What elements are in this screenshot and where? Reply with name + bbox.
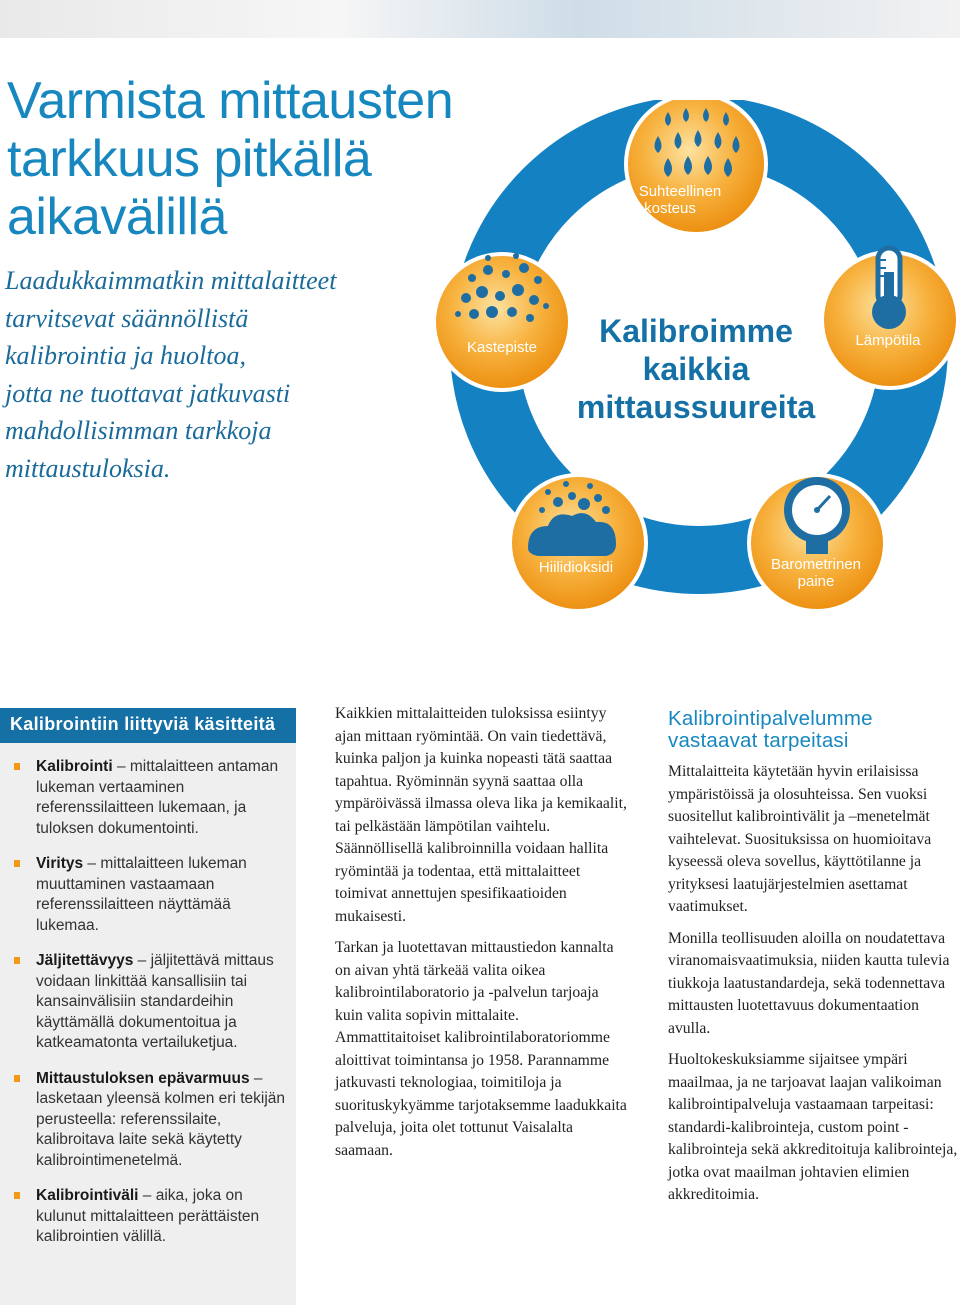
sidebar-title: Kalibrointiin liittyviä käsitteitä bbox=[0, 708, 296, 743]
body-paragraph: Mittalaitteita käytetään hyvin erilaisissa ympäristöissä ja olosuhteissa. Sen vuoksi suositellut kalibrointivälit ja –menetelmät vaihtelevat. Suosituksissa on huomioitava kyseessä oleva sovellus, käyttötilanne ja yrityksesi laatujärjestelmien asettamat vaatimukset. bbox=[668, 763, 932, 915]
node-label: Hiilidioksidi bbox=[538, 559, 614, 576]
right-column bbox=[668, 708, 960, 1216]
node-dewpoint bbox=[434, 253, 570, 390]
concept-definition: – aika, joka on kulunut mittalaitteen perättäisten kalibrointien välillä. bbox=[36, 1187, 260, 1245]
node-label: Lämpötila bbox=[855, 332, 921, 349]
list-item bbox=[10, 854, 288, 936]
body-paragraph: Tarkan ja luotettavan mittaustiedon kannalta on aivan yhtä tärkeää valita oikea kalibrointilaboratorio ja -palvelun tarjoaja kuin valita sopivin mittalaite. Ammattitaitoiset kalibrointilaboratoriomme aloittivat toimintansa jo 1958. Parannamme jatkuvasti teknologiaa, toimitiloja ja suorituskykyämme tarjotaksemme laadukkaita palveluja, joita olet tottunut Vaisalalta saamaan. bbox=[335, 939, 627, 1159]
title-line: aikavälillä bbox=[7, 188, 227, 246]
concept-definition: – mittalaitteen lukeman muuttaminen vastaamaan referenssilaitteen näyttämää lukemaa. bbox=[36, 855, 247, 934]
lead-line: tarvitsevat säännöllistä bbox=[5, 303, 249, 333]
body-paragraph: Kaikkien mittalaitteiden tuloksissa esiintyy ajan mittaan ryömintää. On vain tiedettävä, kuinka paljon ja kuinka nopeasti tätä saattaa tapahtua. Ryöminnän syynä saattaa olla ympäröivässä ilmassa oleva lika ja kemikaalit, tai pelkästään lämpötilan vaihtelu. Säännöllisellä kalibroinnilla voidaan hallita ryömintää ja todentaa, että mittalaitteet toimivat annettujen spesifikaatioiden mukaisesti. bbox=[335, 705, 627, 925]
title-line: tarkkuus pitkällä bbox=[7, 130, 372, 188]
concept-term: Viritys bbox=[36, 855, 84, 872]
concept-term: Kalibrointi bbox=[36, 758, 113, 775]
lead-line: Laadukkaimmatkin mittalaitteet bbox=[5, 266, 337, 295]
concept-definition: – jäljitettävä mittaus voidaan linkittää kansallisiin tai kansainvälisiin standardeihin käyttämällä dokumentoitua ja katkeamatonta vertailuketjua. bbox=[36, 952, 274, 1051]
node-humidity bbox=[626, 100, 766, 234]
center-label-line: mittaussuureita bbox=[576, 389, 816, 425]
node-label: paine bbox=[797, 573, 835, 590]
concept-definition: – lasketaan yleensä kolmen eri tekijän perusteella: referenssilaite, kalibroitava laite sekä käytetty kalibrointimenetelmä. bbox=[36, 1069, 285, 1169]
thermometer-icon bbox=[872, 248, 906, 329]
node-label: Suhteellinen bbox=[638, 183, 722, 200]
concept-term: Mittaustuloksen epävarmuus bbox=[36, 1069, 250, 1087]
concept-term: Kalibrointiväli bbox=[36, 1187, 139, 1204]
list-item bbox=[10, 1069, 288, 1172]
measurement-quantities-diagram bbox=[430, 100, 960, 660]
list-item bbox=[10, 1186, 288, 1248]
node-label: kosteus bbox=[644, 200, 696, 217]
bullet-icon bbox=[14, 860, 20, 867]
bullet-icon bbox=[14, 1192, 20, 1199]
lead-line: kalibrointia ja huoltoa, bbox=[5, 341, 246, 370]
decorative-top-bar bbox=[0, 0, 960, 38]
node-label: Kastepiste bbox=[466, 339, 538, 356]
bullet-icon bbox=[14, 1075, 20, 1082]
title-line: Varmista mittausten bbox=[7, 72, 454, 130]
lead-line: mahdollisimman tarkkoja bbox=[5, 416, 272, 445]
node-temperature bbox=[822, 248, 958, 388]
concepts-list bbox=[0, 743, 296, 1248]
bullet-icon bbox=[14, 763, 20, 770]
section-heading: Kalibrointipalvelumme vastaavat tarpeitasi bbox=[668, 707, 873, 752]
bullet-icon bbox=[14, 957, 20, 964]
center-label bbox=[577, 313, 815, 425]
node-label: Barometrinen bbox=[770, 556, 862, 573]
center-label-line: Kalibroimme bbox=[599, 313, 793, 349]
node-co2 bbox=[510, 475, 646, 611]
middle-column bbox=[335, 703, 627, 1171]
body-paragraph: Huoltokeskuksiamme sijaitsee ympäri maailmaa, ja ne tarjoavat laajan valikoiman kalibrointipalveluja vastaamaan tarpeitasi: standardi-kalibrointeja, custom point -kalibrointeja sekä akkreditoituja kalibrointeja, jotka ovat maailman johtavien elimien akkreditoimia. bbox=[668, 1051, 958, 1203]
lead-line: mittaustuloksia. bbox=[5, 453, 171, 483]
concepts-sidebar bbox=[0, 708, 296, 1305]
body-paragraph: Monilla teollisuuden aloilla on noudatettava viranomaisvaatimuksia, niiden kautta tulevia tiukkoja laatustandardeja, sekä todennettava mittausten luotettavuus dokumentaation avulla. bbox=[668, 929, 950, 1037]
lead-line: jotta ne tuottavat jatkuvasti bbox=[5, 378, 291, 408]
center-label-line: kaikkia bbox=[642, 351, 750, 387]
list-item bbox=[10, 757, 288, 839]
list-item bbox=[10, 951, 288, 1054]
lead-paragraph bbox=[5, 262, 425, 487]
concept-term: Jäljitettävyys bbox=[36, 952, 134, 969]
concept-definition: – mittalaitteen antaman lukeman vertaaminen referenssilaitteen lukemaan, ja tuloksen dokumentointi. bbox=[36, 758, 279, 837]
node-pressure bbox=[749, 475, 885, 611]
